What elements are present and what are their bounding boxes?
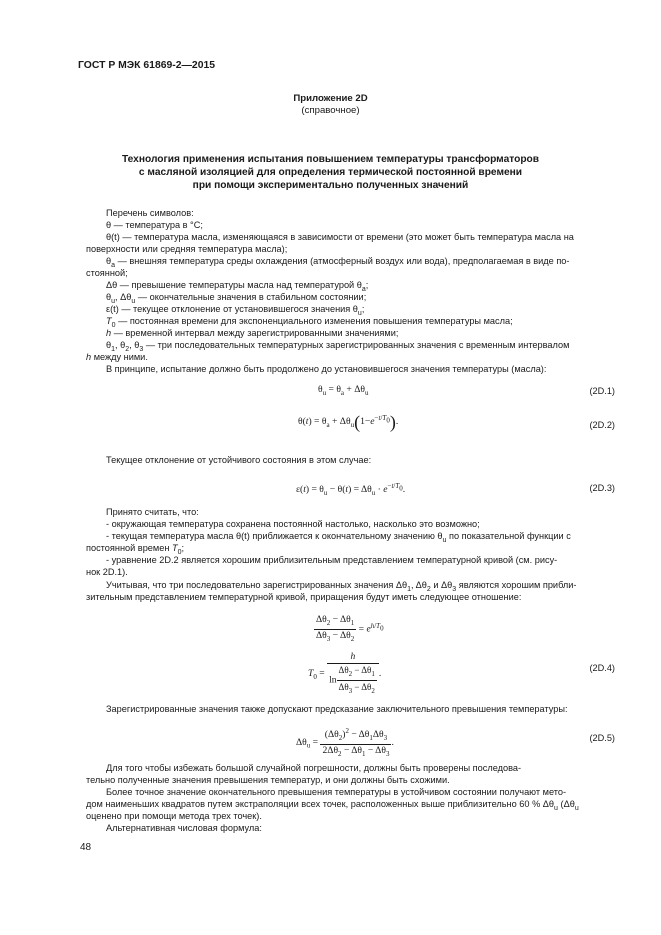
section-title-line-1: Технология применения испытания повышением температуры трансформаторов [121,154,540,165]
equation-ratio: $\frac{\Delta\theta_2 - \Delta\theta_1}{\Delta\theta_3 - \Delta\theta_2}$ = $e^{h/T_0}$ [316,614,384,643]
assumption-2-cont: постоянной времен $T_0$; [86,543,185,556]
section-title-line-2: с масляной изоляцией для определения термической постоянной времени [138,167,523,178]
assumption-3-cont: нок 2D.1). [86,567,128,577]
symbol-interval: h — временной интервал между зарегистрированными значениями; [106,328,399,338]
symbol-theta-a-cont: стоянной; [86,268,128,278]
symbol-theta-a: $\theta_a$ — внешняя температура среды охлаждения (атмосферный воздух или вода), предполагаемая в виде по- [106,256,570,269]
equation-label-2d2: (2D.2) [589,420,615,430]
paragraph-least-squares-cont: дом наименьших квадратов путем экстраполяции всех точек, расположенных выше приблизительно 60 % $\Delta\theta_u$ ($\Delta\theta_u$ [86,799,579,812]
paragraph-prediction: Зарегистрированные значения также допускают предсказание заключительного превышения температуры: [106,704,568,714]
symbol-theta-t-cont: поверхности или средняя температура масла); [86,244,288,254]
paragraph-three-values: Учитывая, что три последовательно зарегистрированных значения $\Delta\theta_1$, $\Delta\theta_2$ и $\Delta\theta_3$ являются хорошим прибли- [106,580,577,593]
document-header: ГОСТ Р МЭК 61869-2—2015 [78,60,216,71]
paragraph-principle: В принципе, испытание должно быть продолжено до установившегося значения температуры (масла): [106,364,547,374]
equation-label-2d3: (2D.3) [589,483,615,493]
page-number: 48 [80,842,92,853]
equation-2d2: $\theta(t) = \theta_a + \Delta\theta_u(1-e^{-t/T_0})$. [298,411,399,432]
assumption-1: - окружающая температура сохранена постоянной настолько, насколько это возможно; [106,519,480,529]
assumptions-intro: Принято считать, что: [106,507,199,517]
assumption-2: - текущая температура масла θ(t) приближается к окончательному значению $\theta_u$ по показательной функции с [106,531,571,544]
paragraph-least-squares: Более точное значение окончательного превышения температуры в устойчивом состоянии получают мето- [106,787,567,797]
paragraph-error-check-cont: тельно полученные значения превышения температур, и они должны быть схожими. [86,775,450,785]
symbol-time-constant: $T_0$ — постоянная времени для экспоненциального изменения повышения температуры масла; [106,316,513,329]
equation-label-2d5: (2D.5) [589,733,615,743]
equation-2d5: $\Delta\theta_u$ = $\frac{(\Delta\theta_2)^2 - \Delta\theta_1\Delta\theta_3}{2\Delta\theta_2 - \Delta\theta_1 - \Delta\theta_3}$ . [296,727,394,759]
paragraph-current-deviation: Текущее отклонение от устойчивого состояния в этом случае: [106,455,372,465]
symbol-delta-theta: Δθ — превышение температуры масла над температурой $\theta_a$; [106,280,369,293]
equation-label-2d1: (2D.1) [589,386,615,396]
symbol-theta-t: θ(t) — температура масла, изменяющаяся в зависимости от времени (это может быть температура масла на [106,232,574,242]
paragraph-error-check: Для того чтобы избежать большой случайной погрешности, должны быть проверены последова- [106,763,522,773]
assumption-3: - уравнение 2D.2 является хорошим приблизительным представлением температурной кривой (см. рису- [106,555,558,565]
symbol-three-values-cont: h между ними. [86,352,148,362]
paragraph-three-values-cont: зительным представлением температурной кривой, приращения будут иметь следующее отношение: [86,592,522,602]
equation-2d1: $\theta_u = \theta_a + \Delta\theta_u$ [318,384,369,397]
symbols-intro: Перечень символов: [106,208,194,218]
symbol-final-values: $\theta_u$, $\Delta\theta_u$ — окончательные значения в стабильном состоянии; [106,292,367,305]
appendix-title: Приложение 2D [293,93,368,104]
symbol-three-values: $\theta_1$, $\theta_2$, $\theta_3$ — три последовательных температурных зарегистрированных значения с временным интервалом [106,340,570,353]
paragraph-alternative: Альтернативная числовая формула: [106,823,262,833]
equation-2d3: $\varepsilon(t) = \theta_u - \theta(t) = \Delta\theta_u \cdot e^{-t/T_0}$. [296,482,406,498]
appendix-subtitle: (справочное) [301,105,360,116]
paragraph-least-squares-end: оценено при помощи метода трех точек). [86,811,262,821]
section-title-line-3: при помощи экспериментально полученных значений [192,180,469,191]
symbol-epsilon: ε(t) — текущее отклонение от установившегося значения $\theta_u$; [106,304,365,317]
symbol-theta: θ — температура в °C; [106,220,203,230]
equation-label-2d4: (2D.4) [589,663,615,673]
equation-2d4: $T_0$ = h ln $\frac{\Delta\theta_2 - \Delta\theta_1}{\Delta\theta_3 - \Delta\theta_2}$ . [308,651,382,695]
